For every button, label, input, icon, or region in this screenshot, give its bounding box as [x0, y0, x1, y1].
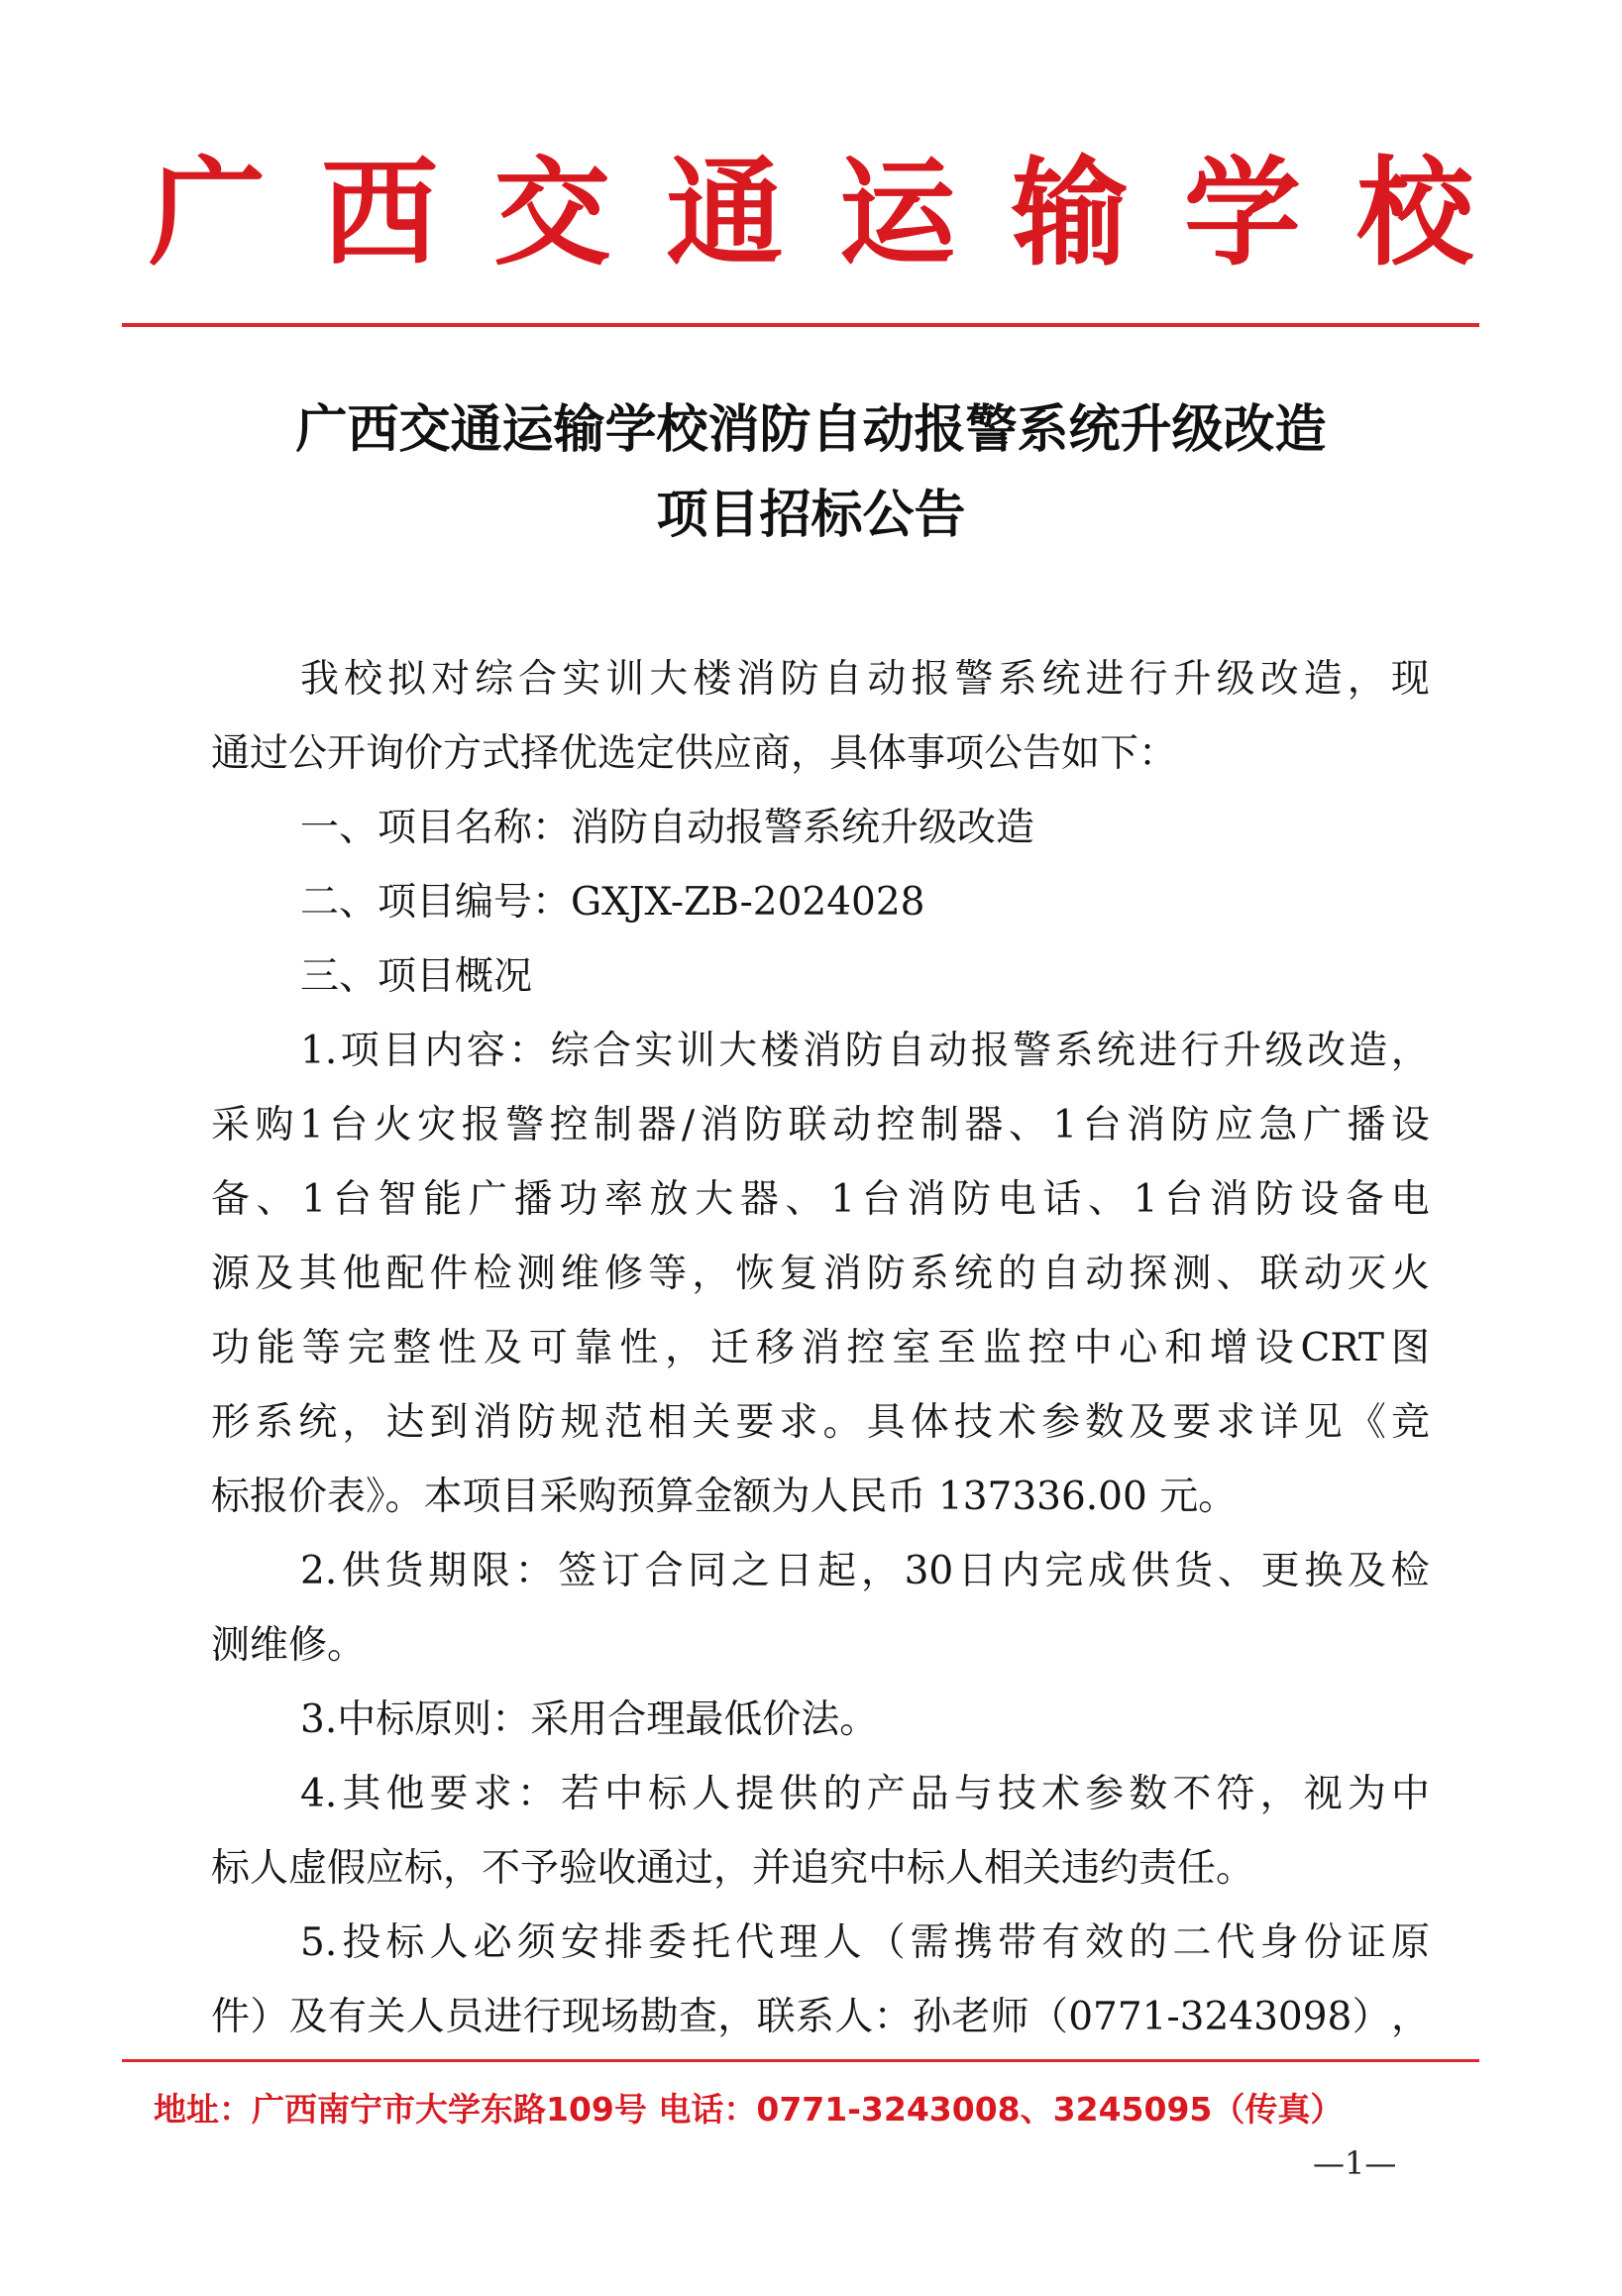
body-line: 源 及 其 他 配 件 检 测 维 修 等 ， 恢 复 消 防 系 统 的 自 动 探 测 、 联 动 灭 火 [211, 1252, 1430, 1296]
body-line: 2. 供 货 期 限 ： 签 订 合 同 之 日 起 ， 30 日 内 完 成 供 货 、 更 换 及 检 [300, 1549, 1430, 1593]
body-line: 5. 投 标 人 必 须 安 排 委 托 代 理 人 （ 需 携 带 有 效 的 二 代 身 份 证 原 [300, 1920, 1430, 1965]
body-line: 4. 其 他 要 求 ： 若 中 标 人 提 供 的 产 品 与 技 术 参 数 不 符 ， 视 为 中 [300, 1772, 1430, 1816]
letterhead-char: 校 [1355, 144, 1473, 281]
body-line: 备 、 1 台 智 能 广 播 功 率 放 大 器 、 1 台 消 防 电 话 、 1 台 消 防 设 备 电 [211, 1177, 1430, 1222]
section-project-name: 一、项目名称：消防自动报警系统升级改造 [300, 806, 1035, 850]
body-line: 件 ） 及 有 关 人 员 进 行 现 场 勘 查 ， 联 系 人 ： 孙 老 师 （ 0771-3243098 ） ， [211, 1995, 1430, 2039]
letterhead-divider [122, 323, 1479, 327]
letterhead-title [149, 144, 1473, 281]
body-line: 通过公开询价方式择优选定供应商，具体事项公告如下： [211, 731, 1178, 776]
letterhead-char: 输 [1011, 144, 1129, 281]
body-line: 标人虚假应标，不予验收通过，并追究中标人相关违约责任。 [211, 1846, 1255, 1891]
body-line: 采 购 1 台 火 灾 报 警 控 制 器 / 消 防 联 动 控 制 器 、 1 台 消 防 应 急 广 播 设 [211, 1103, 1430, 1148]
footer-address: 地址：广西南宁市大学东路109号 电话：0771-3243008、3245095（传真） [154, 2090, 1344, 2129]
body-line: 3.中标原则：采用合理最低价法。 [300, 1697, 879, 1742]
body-line: 1. 项 目 内 容 ： 综 合 实 训 大 楼 消 防 自 动 报 警 系 统 进 行 升 级 改 造 ， [300, 1029, 1430, 1073]
letterhead-char: 运 [838, 144, 956, 281]
letterhead-char: 交 [493, 144, 611, 281]
page-number: —1— [1313, 2144, 1397, 2182]
body-line: 测维修。 [211, 1623, 367, 1668]
section-project-number: 二、项目编号：GXJX-ZB-2024028 [300, 880, 925, 925]
footer-divider [122, 2059, 1479, 2062]
letterhead-char: 学 [1183, 144, 1301, 281]
letterhead-char: 广 [149, 144, 267, 281]
announcement-title-line-2: 项目招标公告 [656, 485, 966, 545]
body-line: 形 系 统 ， 达 到 消 防 规 范 相 关 要 求 。 具 体 技 术 参 数 及 要 求 详 见 《 竞 [211, 1400, 1430, 1445]
body-line: 我 校 拟 对 综 合 实 训 大 楼 消 防 自 动 报 警 系 统 进 行 升 级 改 造 ， 现 [300, 657, 1430, 702]
letterhead-char: 通 [666, 144, 784, 281]
body-line: 功 能 等 完 整 性 及 可 靠 性 ， 迁 移 消 控 室 至 监 控 中 心 和 增 设 CRT 图 [211, 1326, 1430, 1370]
announcement-title-line-1: 广西交通运输学校消防自动报警系统升级改造 [295, 399, 1327, 460]
section-project-overview: 三、项目概况 [300, 954, 533, 999]
letterhead-char: 西 [321, 144, 439, 281]
body-line: 标报价表》。本项目采购预算金额为人民币 137336.00 元。 [211, 1475, 1238, 1519]
